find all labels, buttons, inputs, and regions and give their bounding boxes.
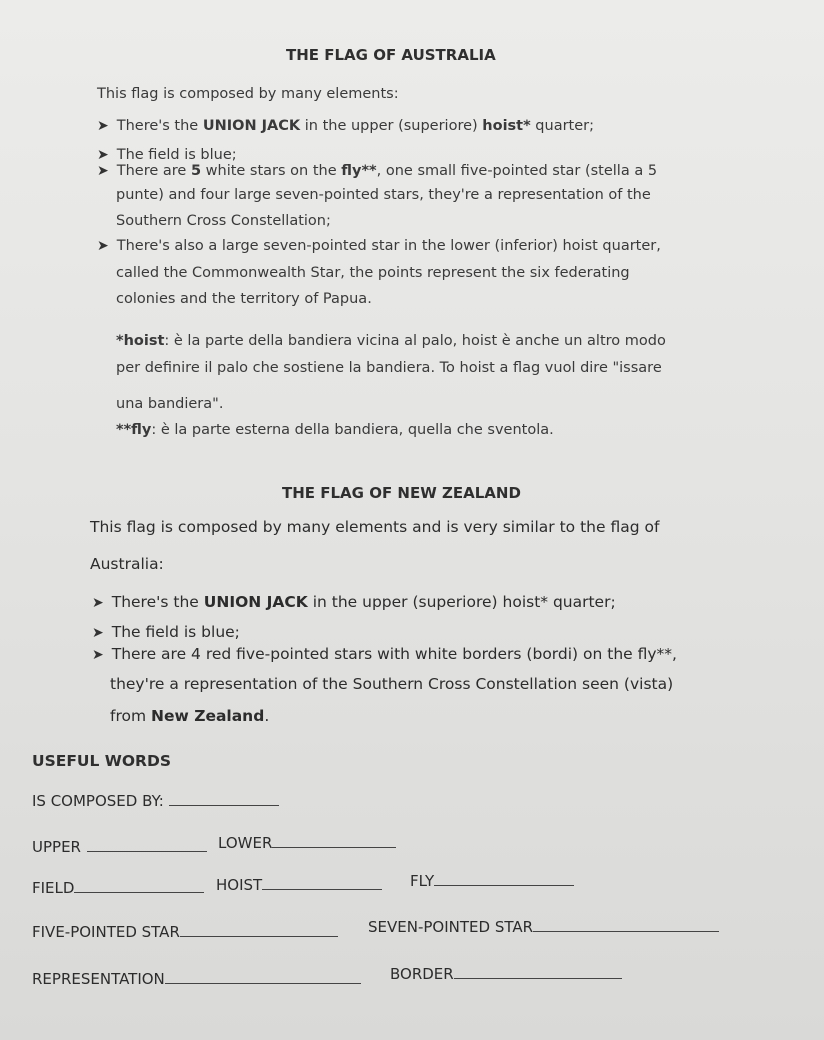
answer-blank[interactable] [262, 877, 382, 890]
word-five-pointed-star: FIVE-POINTED STAR [32, 923, 338, 941]
answer-blank[interactable] [87, 839, 207, 852]
bullet-arrow-icon: ➤ [92, 647, 104, 663]
bullet-arrow-icon: ➤ [97, 238, 109, 254]
answer-blank[interactable] [74, 880, 204, 893]
new-zealand-intro: This flag is composed by many elements and is very similar to the flag of [90, 518, 660, 536]
answer-blank[interactable] [169, 793, 279, 806]
answer-blank[interactable] [165, 971, 361, 984]
australia-bullet-3: ➤ There are 5 white stars on the fly**, one small five-pointed star (stella a 5 [97, 163, 658, 179]
australia-intro: This flag is composed by many elements: [97, 86, 399, 102]
answer-blank[interactable] [272, 835, 396, 848]
australia-bullet-3-line-3: Southern Cross Constellation; [116, 213, 331, 229]
answer-blank[interactable] [180, 924, 338, 937]
word-hoist: HOIST [216, 876, 382, 894]
answer-blank[interactable] [454, 966, 622, 979]
australia-bullet-4-line-2: called the Commonwealth Star, the points represent the six federating [116, 265, 630, 281]
word-representation: REPRESENTATION [32, 970, 361, 988]
answer-blank[interactable] [434, 873, 574, 886]
word-border: BORDER [390, 965, 622, 983]
word-field: FIELD [32, 879, 204, 897]
australia-bullet-4-line-3: colonies and the territory of Papua. [116, 291, 372, 307]
new-zealand-intro-line-2: Australia: [90, 555, 164, 573]
australia-bullet-2: ➤ The field is blue; [97, 147, 237, 163]
bullet-arrow-icon: ➤ [92, 625, 104, 641]
new-zealand-bullet-3-line-2: they're a representation of the Southern Cross Constellation seen (vista) [110, 675, 674, 693]
hoist-footnote: *hoist: è la parte della bandiera vicina al palo, hoist è anche un altro modo [116, 333, 666, 349]
new-zealand-bullet-3: ➤ There are 4 red five-pointed stars with white borders (bordi) on the fly**, [92, 645, 677, 663]
hoist-footnote-line-3: una bandiera". [116, 396, 224, 412]
answer-blank[interactable] [533, 919, 719, 932]
new-zealand-bullet-2: ➤ The field is blue; [92, 623, 240, 641]
australia-title: THE FLAG OF AUSTRALIA [286, 46, 496, 64]
new-zealand-bullet-3-line-3: from New Zealand. [110, 707, 270, 725]
word-upper: UPPER [32, 838, 207, 856]
word-seven-pointed-star: SEVEN-POINTED STAR [368, 918, 719, 936]
bullet-arrow-icon: ➤ [97, 118, 109, 134]
useful-words-title: USEFUL WORDS [32, 752, 172, 770]
word-is-composed-by: IS COMPOSED BY: [32, 792, 279, 810]
hoist-footnote-line-2: per definire il palo che sostiene la bandiera. To hoist a flag vuol dire "issare [116, 360, 662, 376]
bullet-arrow-icon: ➤ [92, 595, 104, 611]
australia-bullet-1: ➤ There's the UNION JACK in the upper (superiore) hoist* quarter; [97, 118, 595, 134]
word-lower: LOWER [218, 834, 396, 852]
fly-footnote: **fly: è la parte esterna della bandiera, quella che sventola. [116, 422, 554, 438]
new-zealand-title: THE FLAG OF NEW ZEALAND [282, 484, 521, 502]
word-fly: FLY [410, 872, 574, 890]
australia-bullet-3-line-2: punte) and four large seven-pointed stars, they're a representation of the [116, 187, 651, 203]
bullet-arrow-icon: ➤ [97, 163, 109, 179]
new-zealand-bullet-1: ➤ There's the UNION JACK in the upper (superiore) hoist* quarter; [92, 593, 616, 611]
bullet-arrow-icon: ➤ [97, 147, 109, 163]
australia-bullet-4: ➤ There's also a large seven-pointed star in the lower (inferior) hoist quarter, [97, 238, 661, 254]
